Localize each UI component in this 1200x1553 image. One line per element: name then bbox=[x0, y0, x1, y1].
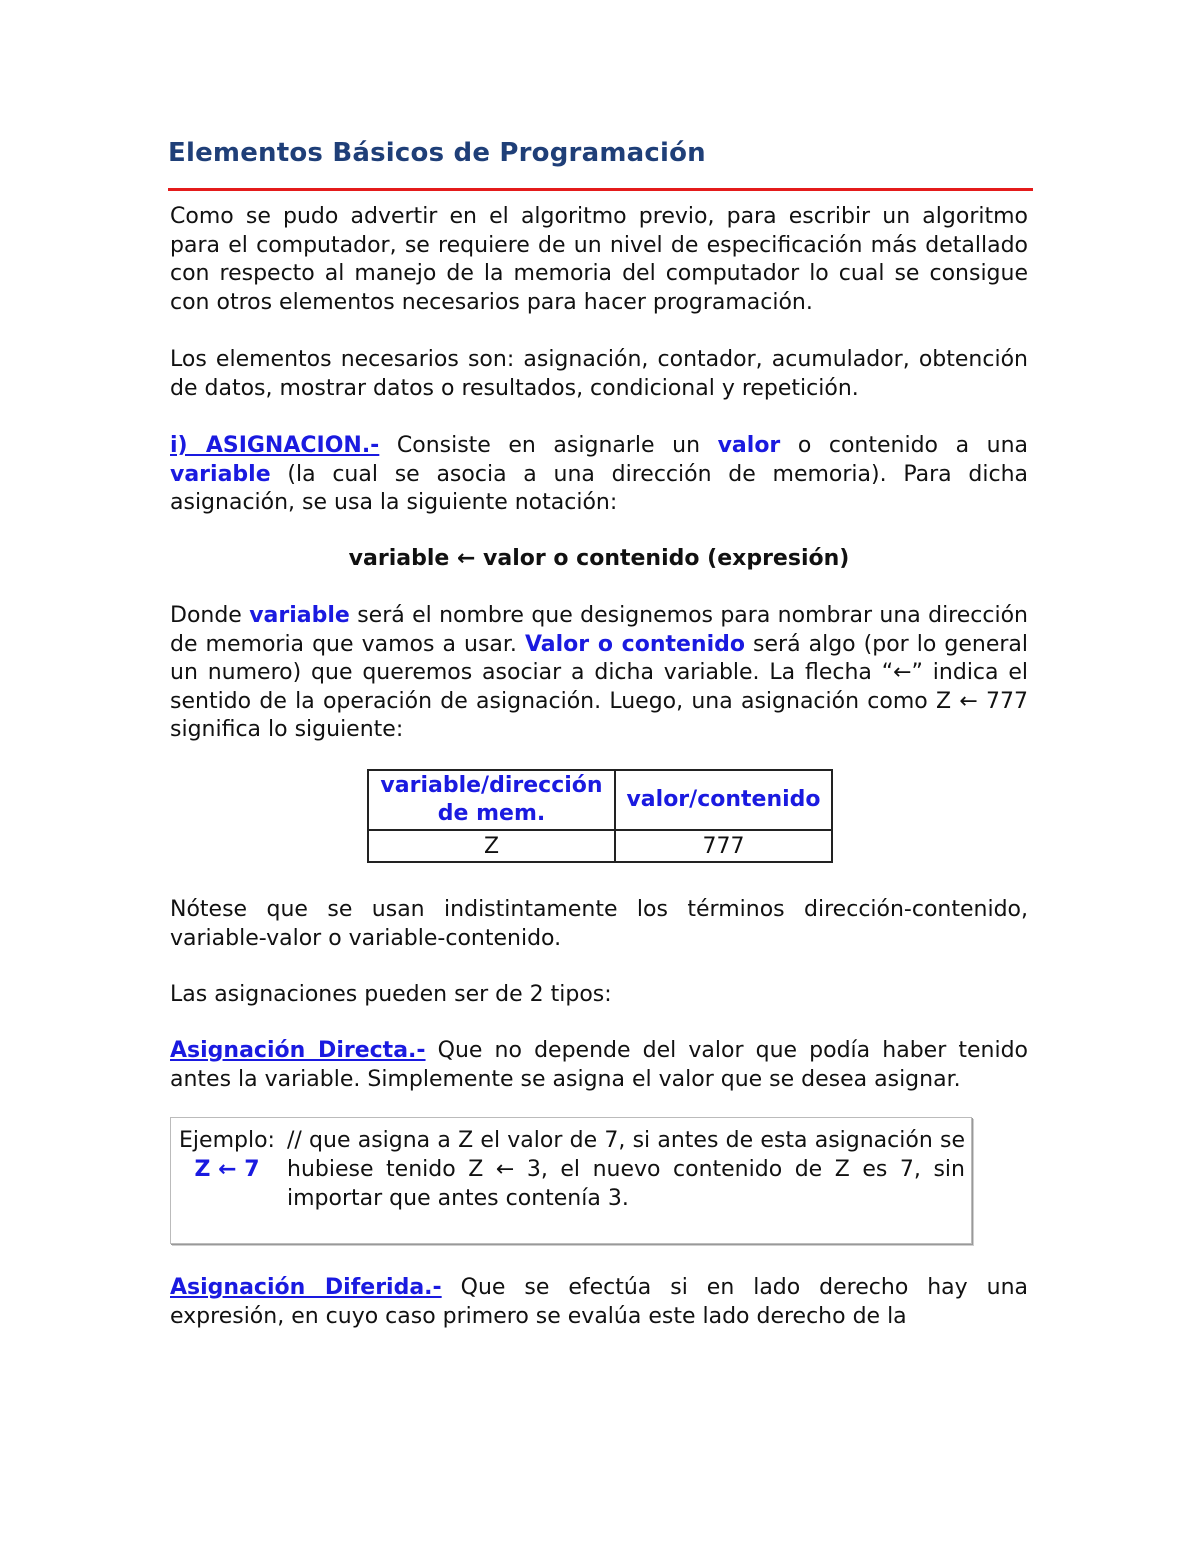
diferida-text: Que se efectúa si en lado derecho hay una expresión, en cuyo caso primero se evalúa este lado derecho de la bbox=[170, 1275, 1029, 1329]
directa-heading-link[interactable]: Asignación Directa.- bbox=[170, 1038, 426, 1063]
donde-text-3: será algo (por lo general un numero) que queremos asociar a dicha variable. La flecha “←” indica el sentido de la operación de asignación. Luego, una asignación como Z ← 777 significa lo siguiente: bbox=[170, 631, 1028, 742]
assignment-table bbox=[367, 769, 833, 863]
donde-paragraph bbox=[170, 602, 1028, 745]
page-title: Elementos Básicos de Programación bbox=[168, 138, 706, 168]
asignacion-text-3: (la cual se asocia a una dirección de memoria). Para dicha asignación, se usa la siguiente notación: bbox=[170, 461, 1028, 515]
diferida-paragraph bbox=[170, 1274, 1028, 1331]
table-header-row bbox=[368, 770, 832, 830]
keyword-valor-contenido: Valor o contenido bbox=[524, 631, 745, 657]
keyword-variable: variable bbox=[170, 461, 271, 487]
example-label: Ejemplo: bbox=[179, 1128, 275, 1153]
intro-paragraph: Como se pudo advertir en el algoritmo previo, para escribir un algoritmo para el computador, se requiere de un nivel de especificación más detallado con respecto al manejo de la memoria del computador lo cual se consigue con otros elementos necesarios para hacer programación. bbox=[170, 204, 1028, 315]
table-row bbox=[368, 830, 832, 862]
notese-paragraph: Nótese que se usan indistintamente los términos dirección-contenido, variable-valor o variable-contenido. bbox=[170, 897, 1028, 951]
example-box bbox=[170, 1117, 972, 1244]
donde-text-2: será el nombre que designemos para nombrar una dirección de memoria que vamos a usar. bbox=[170, 603, 1028, 657]
title-divider bbox=[168, 188, 1033, 191]
asignacion-text-2: o contenido a una bbox=[780, 433, 1028, 458]
example-comment: // que asigna a Z el valor de 7, si antes de esta asignación se hubiese tenido Z ← 3, el nuevo contenido de Z es 7, sin importar que antes contenía 3. bbox=[287, 1128, 965, 1211]
diferida-heading-link[interactable]: Asignación Diferida.- bbox=[170, 1275, 442, 1300]
keyword-valor: valor bbox=[717, 433, 781, 458]
asignacion-heading-link[interactable]: i) ASIGNACION.- bbox=[170, 433, 380, 458]
asignacion-text-1: Consiste en asignarle un bbox=[379, 433, 718, 458]
table-header-valor: valor/contenido bbox=[615, 770, 832, 830]
keyword-variable-2: variable bbox=[249, 603, 350, 628]
assignment-notation: variable ← valor o contenido (expresión) bbox=[348, 546, 850, 571]
table-cell-valor: 777 bbox=[615, 830, 832, 862]
table-cell-variable: Z bbox=[368, 830, 615, 862]
table-header-variable: variable/dirección de mem. bbox=[368, 770, 615, 830]
donde-text-1: Donde bbox=[170, 603, 250, 628]
tipos-paragraph: Las asignaciones pueden ser de 2 tipos: bbox=[170, 982, 612, 1007]
example-left-column bbox=[177, 1126, 277, 1184]
asignacion-paragraph bbox=[170, 432, 1028, 518]
directa-text: Que no depende del valor que podía haber tenido antes la variable. Simplemente se asigna el valor que se desea asignar. bbox=[170, 1038, 1028, 1092]
directa-paragraph bbox=[170, 1037, 1028, 1094]
example-code: Z ← 7 bbox=[194, 1157, 260, 1182]
elements-paragraph: Los elementos necesarios son: asignación, contador, acumulador, obtención de datos, mostrar datos o resultados, condicional y repetición. bbox=[170, 347, 1028, 401]
